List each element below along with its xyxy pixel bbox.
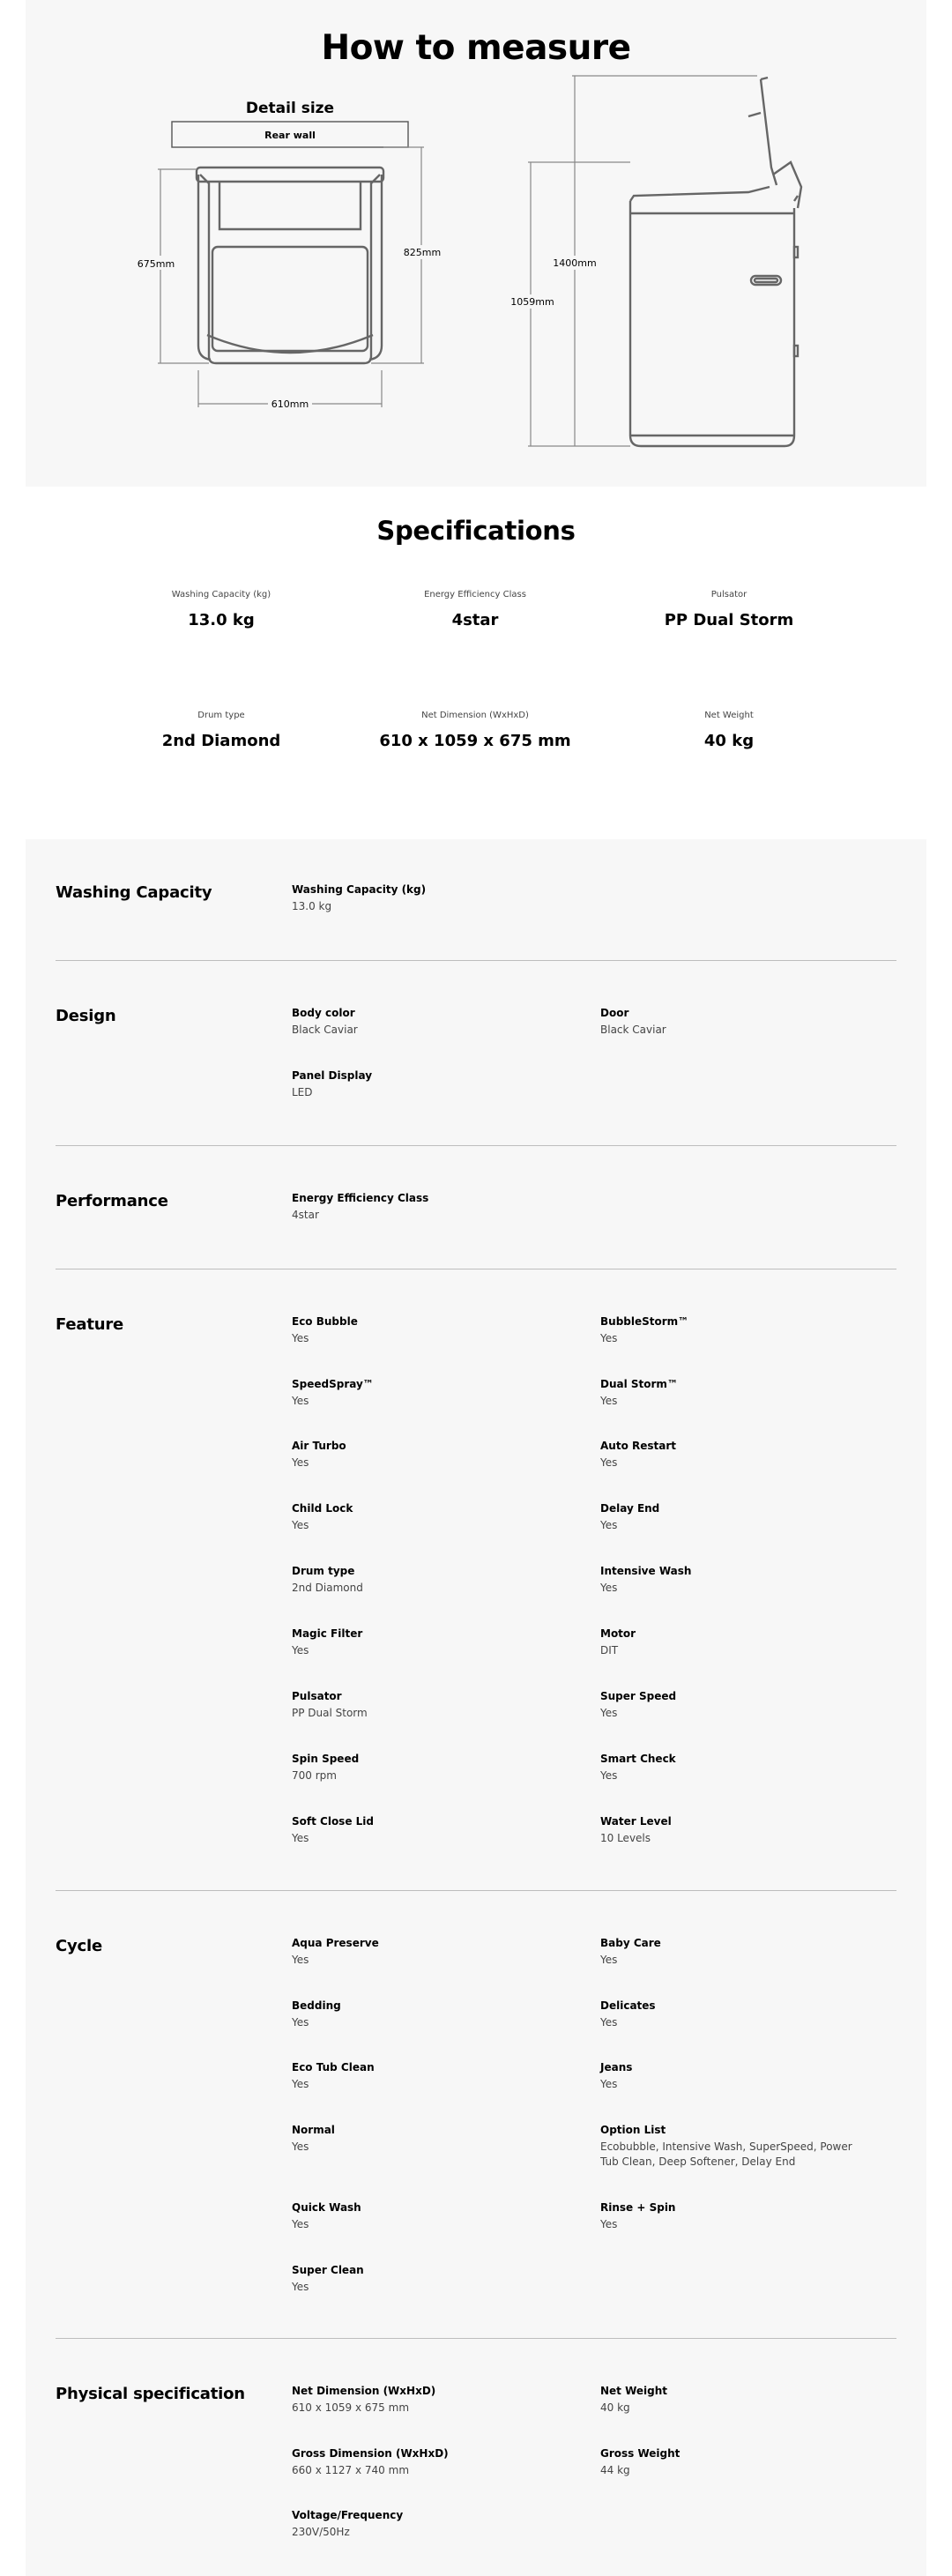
- spec-item: [600, 1999, 891, 2030]
- spec-item-value: LED: [292, 1086, 313, 1098]
- spec-item-name: Magic Filter: [292, 1627, 363, 1640]
- washer-front-view: [197, 168, 383, 363]
- spec-item: [600, 2061, 891, 2092]
- spec-item-name: Net Weight: [600, 2385, 668, 2397]
- section-washing-capacity: [56, 883, 896, 954]
- spec-item-name: Auto Restart: [600, 1440, 676, 1452]
- spec-label: Drum type: [197, 711, 245, 720]
- spec-energy-efficiency: [343, 590, 607, 629]
- section-title: Physical specification: [56, 2385, 245, 2403]
- spec-item-name: Water Level: [600, 1815, 672, 1828]
- spec-pulsator: [597, 590, 861, 629]
- spec-item-value: 700 rpm: [292, 1769, 337, 1782]
- spec-item-name: Soft Close Lid: [292, 1815, 374, 1828]
- spec-item: [292, 1315, 583, 1346]
- spec-item-value: 230V/50Hz: [292, 2526, 350, 2538]
- spec-item: [600, 1440, 891, 1470]
- spec-item-value: 10 Levels: [600, 1832, 651, 1844]
- spec-item-value: 660 x 1127 x 740 mm: [292, 2464, 410, 2476]
- spec-item-name: Delay End: [600, 1502, 660, 1515]
- spec-item-name: Pulsator: [292, 1690, 342, 1702]
- section-divider: [56, 1145, 896, 1146]
- rear-wall-label: Rear wall: [264, 130, 316, 141]
- section-title: Washing Capacity: [56, 883, 212, 902]
- spec-item-value: Yes: [600, 2078, 618, 2090]
- spec-item-value: Yes: [600, 1456, 618, 1469]
- section-feature: [56, 1315, 896, 1880]
- spec-item-value: 610 x 1059 x 675 mm: [292, 2401, 410, 2414]
- spec-net-dimension: [343, 711, 607, 750]
- spec-item: [292, 2061, 583, 2092]
- measure-title: How to measure: [321, 28, 631, 68]
- spec-item: [292, 2124, 583, 2155]
- spec-item-name: Super Clean: [292, 2264, 364, 2276]
- washer-side-view: [630, 78, 801, 446]
- spec-item: [292, 2264, 583, 2295]
- spec-item-value: Ecobubble, Intensive Wash, SuperSpeed, Power Tub Clean, Deep Softener, Delay End: [600, 2140, 852, 2168]
- spec-item-name: Gross Weight: [600, 2447, 681, 2460]
- spec-item-value: Yes: [600, 1769, 618, 1782]
- spec-item: [600, 1627, 891, 1658]
- spec-item-value: Yes: [292, 2140, 309, 2153]
- spec-item-name: Body color: [292, 1007, 355, 1019]
- spec-item: [292, 1007, 583, 1038]
- height-label: 1059mm: [510, 296, 554, 308]
- spec-label: Net Weight: [704, 711, 754, 720]
- section-performance: [56, 1192, 896, 1245]
- spec-item-name: Net Dimension (WxHxD): [292, 2385, 436, 2397]
- height-open-label: 1400mm: [553, 257, 597, 269]
- spec-label: Energy Efficiency Class: [424, 590, 526, 599]
- spec-item-name: Voltage/Frequency: [292, 2509, 404, 2521]
- spec-item-name: Rinse + Spin: [600, 2201, 676, 2214]
- spec-item-value: 4star: [292, 1209, 319, 1221]
- spec-item-value: Black Caviar: [600, 1024, 666, 1036]
- spec-item-value: Yes: [292, 2016, 309, 2029]
- spec-item-name: Door: [600, 1007, 629, 1019]
- spec-item: [600, 1378, 891, 1409]
- spec-item-value: Yes: [292, 2218, 309, 2230]
- spec-item: [600, 1315, 891, 1346]
- spec-item-value: Yes: [292, 1832, 309, 1844]
- spec-drum-type: [89, 711, 353, 750]
- spec-label: Washing Capacity (kg): [171, 590, 271, 599]
- spec-item-name: Smart Check: [600, 1753, 676, 1765]
- spec-item: [292, 1627, 583, 1658]
- spec-item-value: Yes: [600, 1332, 618, 1344]
- spec-item-name: Quick Wash: [292, 2201, 361, 2214]
- spec-item-name: Drum type: [292, 1565, 355, 1577]
- section-divider: [56, 1890, 896, 1891]
- spec-item-value: Yes: [600, 2016, 618, 2029]
- spec-item-name: Panel Display: [292, 1069, 373, 1082]
- section-design: [56, 1007, 896, 1113]
- spec-label: Net Dimension (WxHxD): [421, 711, 529, 720]
- spec-item: [600, 2124, 865, 2170]
- spec-item-name: Washing Capacity (kg): [292, 883, 427, 896]
- spec-item-value: Yes: [600, 1519, 618, 1531]
- spec-item: [292, 1378, 583, 1409]
- spec-item: [600, 1937, 891, 1968]
- spec-item-value: Yes: [292, 1332, 309, 1344]
- spec-item-name: Eco Tub Clean: [292, 2061, 375, 2073]
- spec-value: 40 kg: [703, 732, 755, 750]
- spec-item-name: Child Lock: [292, 1502, 353, 1515]
- spec-item-value: 44 kg: [600, 2464, 630, 2476]
- spec-item-name: Bedding: [292, 1999, 341, 2012]
- spec-item: [292, 883, 583, 914]
- spec-item: [600, 1815, 891, 1846]
- section-divider: [56, 2338, 896, 2339]
- specifications-section: [0, 487, 952, 839]
- spec-item-value: 13.0 kg: [292, 900, 332, 912]
- section-title: Design: [56, 1007, 116, 1025]
- spec-item-name: Spin Speed: [292, 1753, 360, 1765]
- section-physical-specification: [56, 2385, 896, 2561]
- section-title: Performance: [56, 1192, 168, 1210]
- spec-value: PP Dual Storm: [664, 611, 794, 629]
- spec-item-name: Aqua Preserve: [292, 1937, 379, 1949]
- spec-item-value: Yes: [292, 1395, 309, 1407]
- spec-item: [292, 2385, 583, 2416]
- how-to-measure-section: [26, 0, 926, 487]
- spec-item-name: Dual Storm™: [600, 1378, 678, 1390]
- spec-item-name: Super Speed: [600, 1690, 677, 1702]
- depth-lid-label: 825mm: [403, 247, 442, 258]
- spec-item: [600, 2447, 891, 2478]
- spec-item: [292, 1502, 583, 1533]
- spec-item: [292, 2201, 583, 2232]
- section-divider: [56, 960, 896, 961]
- spec-net-weight: [597, 711, 861, 750]
- spec-item: [292, 1937, 583, 1968]
- spec-item-value: Yes: [292, 1644, 309, 1657]
- spec-item: [600, 2385, 891, 2416]
- spec-item: [292, 1440, 583, 1470]
- spec-item-value: Yes: [600, 1707, 618, 1719]
- spec-item-value: Yes: [292, 2078, 309, 2090]
- width-label: 610mm: [271, 398, 309, 410]
- spec-item: [292, 1999, 583, 2030]
- spec-item-name: Delicates: [600, 1999, 656, 2012]
- spec-item-name: SpeedSpray™: [292, 1378, 374, 1390]
- spec-item-name: Intensive Wash: [600, 1565, 692, 1577]
- detail-size-title: Detail size: [245, 100, 335, 117]
- spec-item-name: Energy Efficiency Class: [292, 1192, 429, 1204]
- spec-item-value: Yes: [292, 2281, 309, 2293]
- spec-item-value: Yes: [292, 1519, 309, 1531]
- spec-item-value: Yes: [600, 1954, 618, 1966]
- spec-item-value: DIT: [600, 1644, 619, 1657]
- spec-item: [600, 2201, 891, 2232]
- spec-item-name: Gross Dimension (WxHxD): [292, 2447, 449, 2460]
- spec-item: [292, 1753, 583, 1783]
- spec-item-name: Eco Bubble: [292, 1315, 358, 1328]
- spec-item-name: Air Turbo: [292, 1440, 346, 1452]
- spec-item-value: 2nd Diamond: [292, 1582, 363, 1594]
- spec-item: [292, 2447, 583, 2478]
- spec-item-value: 40 kg: [600, 2401, 630, 2414]
- spec-label: Pulsator: [710, 590, 747, 599]
- spec-item-value: Black Caviar: [292, 1024, 358, 1036]
- section-cycle: [56, 1937, 896, 2325]
- depth-label: 675mm: [137, 258, 175, 270]
- spec-item: [292, 1565, 583, 1596]
- spec-item: [600, 1502, 891, 1533]
- spec-item-name: Motor: [600, 1627, 636, 1640]
- spec-item: [292, 1690, 583, 1721]
- spec-item-value: Yes: [600, 1582, 618, 1594]
- spec-item: [600, 1690, 891, 1721]
- spec-item-name: Jeans: [600, 2061, 633, 2073]
- spec-washing-capacity: [89, 590, 353, 629]
- spec-item: [600, 1007, 891, 1038]
- spec-item-value: Yes: [600, 1395, 618, 1407]
- specifications-title: Specifications: [376, 516, 576, 546]
- spec-item: [292, 1069, 583, 1100]
- spec-item: [600, 1565, 891, 1596]
- section-title: Feature: [56, 1315, 124, 1334]
- spec-value: 2nd Diamond: [161, 732, 281, 750]
- spec-item-name: Option List: [600, 2124, 666, 2136]
- spec-item-name: Baby Care: [600, 1937, 661, 1949]
- measure-diagram: [26, 0, 926, 487]
- spec-value: 4star: [451, 611, 499, 629]
- spec-item-name: Normal: [292, 2124, 335, 2136]
- spec-value: 610 x 1059 x 675 mm: [379, 732, 571, 750]
- spec-item: [292, 2509, 583, 2540]
- spec-item-value: Yes: [292, 1954, 309, 1966]
- spec-item-value: PP Dual Storm: [292, 1707, 368, 1719]
- spec-item-name: BubbleStorm™: [600, 1315, 689, 1328]
- spec-value: 13.0 kg: [188, 611, 255, 629]
- spec-item: [292, 1192, 583, 1223]
- spec-item: [600, 1753, 891, 1783]
- section-title: Cycle: [56, 1937, 102, 1955]
- detailed-specs: [26, 839, 926, 2576]
- spec-item-value: Yes: [600, 2218, 618, 2230]
- spec-item: [292, 1815, 583, 1846]
- spec-item-value: Yes: [292, 1456, 309, 1469]
